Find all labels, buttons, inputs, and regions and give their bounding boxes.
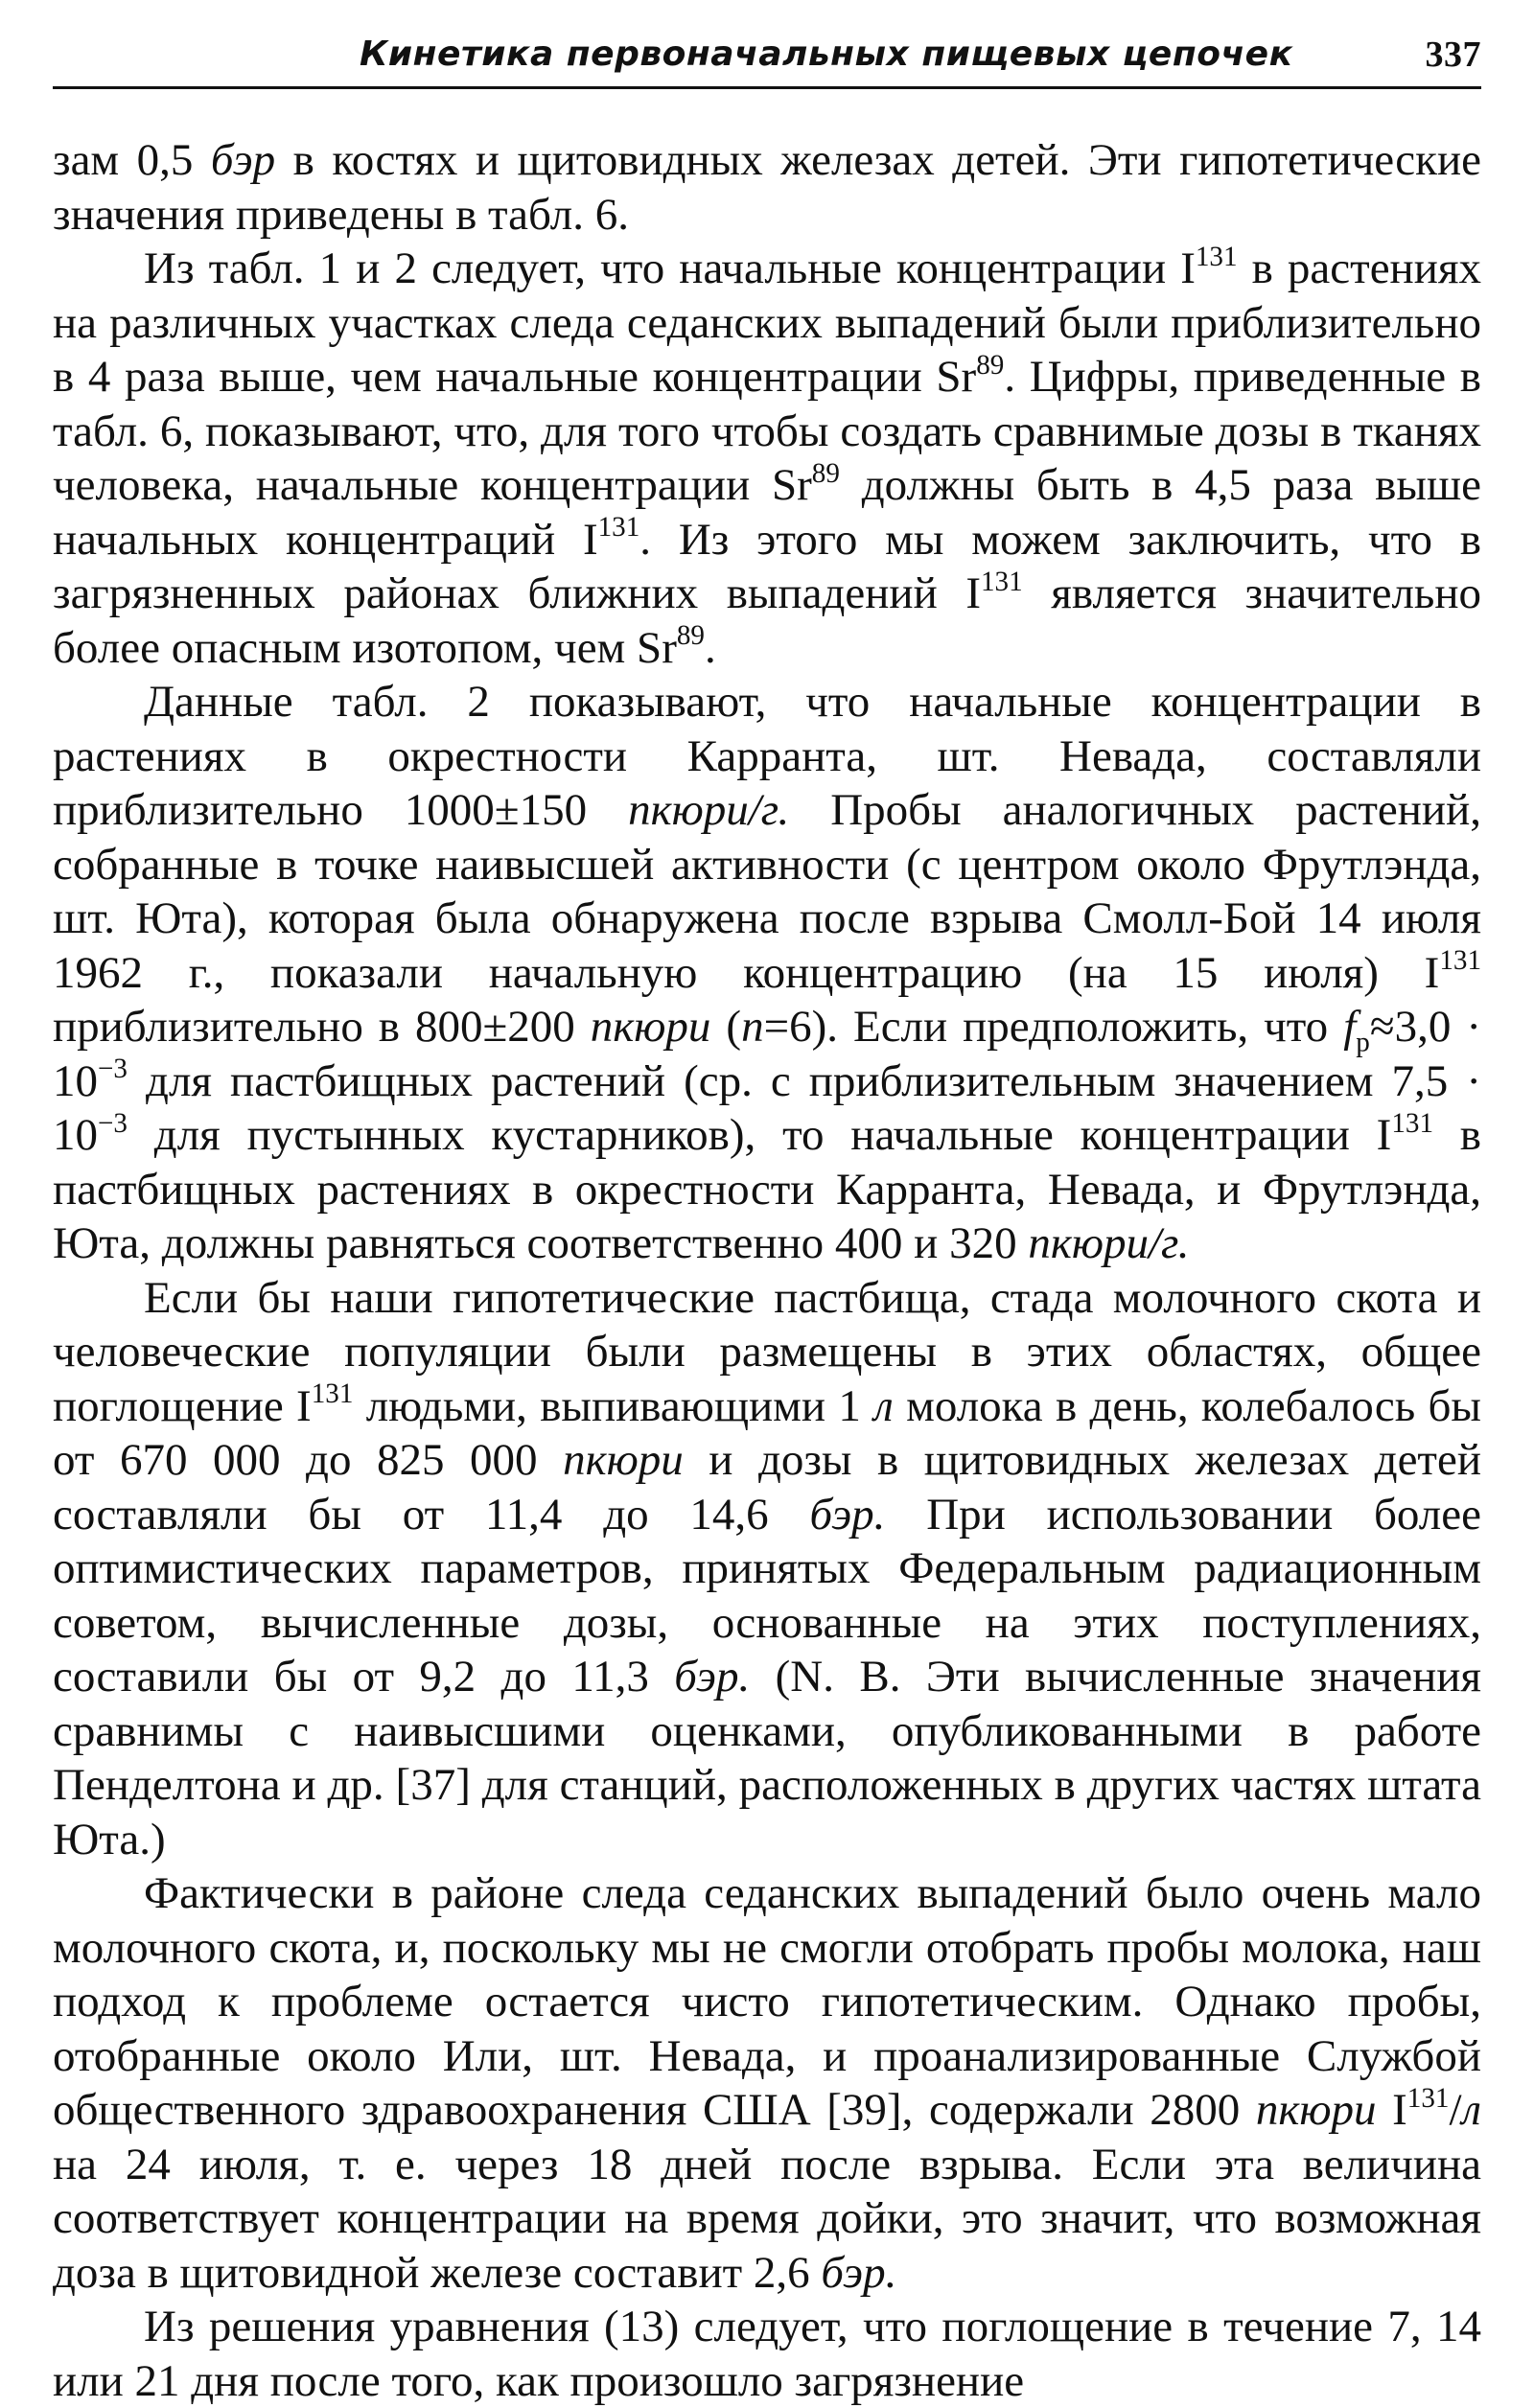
page-number: 337	[1425, 35, 1481, 75]
running-title: Кинетика первоначальных пищевых цепочек	[360, 35, 1293, 74]
paragraph-2: Из табл. 1 и 2 следует, что начальные концентрации $I^{131}$ в растениях на различных участках следа седанских выпадений были приблизительно в 4 раза выше, чем начальные концентрации Sr$^{89}$. Цифры, приведенные в табл. 6, показывают, что, для того чтобы создать сравнимые дозы в тканях человека, начальные концентрации Sr$^{89}$ должны быть в 4,5 раза выше начальных концентраций $I^{131}$. Из этого мы можем заключить, что в загрязненных районах ближних выпадений $I^{131}$ является значительно более опасным изотопом, чем Sr$^{89}$.	[53, 241, 1482, 673]
header-rule	[53, 86, 1481, 89]
running-head	[53, 27, 1481, 82]
body-text	[53, 133, 1481, 2408]
book-page	[53, 27, 1481, 2408]
paragraph-1: зам 0,5 бэр в костях и щитовидных железах детей. Эти гипотетические значения приведены в табл. 6.	[53, 135, 1482, 240]
paragraph-6: Из решения уравнения (13) следует, что поглощение в течение 7, 14 или 21 дня после того, как произошло загрязнение	[53, 2302, 1481, 2406]
paragraph-4: Если бы наши гипотетические пастбища, стада молочного скота и человеческие популяции были размещены в этих областях, общее поглощение $I^{131}$ людьми, выпивающими 1 л молока в день, колебалось бы от 670 000 до 825 000 пкюри и дозы в щитовидных железах детей составляли бы от 11,4 до 14,6 бэр. При использовании более оптимистических параметров, принятых Федеральным радиационным советом, вычисленные дозы, основанные на этих поступлениях, составили бы от 9,2 до 11,3 бэр. (N. B. Эти вычисленные значения сравнимы с наивысшими оценками, опубликованными в работе Пенделтона и др. [37] для станций, расположенных в других частях штата Юта.)	[53, 1272, 1482, 1864]
paragraph-3: Данные табл. 2 показывают, что начальные концентрации в растениях в окрестности Карранта, шт. Невада, составляли приблизительно 1000±150 пкюри/г. Пробы аналогичных растений, собранные в точке наивысшей активности (с центром около Фрутлэнда, шт. Юта), которая была обнаружена после взрыва Смолл-Бой 14 июля 1962 г., показали начальную концентрацию (на 15 июля) $I^{131}$ приблизительно в 800±200 пкюри (n=6). Если предположить, что $f_p\approx 3,0 \cdot 10^{-3}$ для пастбищных растений (ср. с приблизительным значением $7,5 \cdot 10^{-3}$ для пустынных кустарников), то начальные концентрации $I^{131}$ в пастбищных растениях в окрестности Карранта, Невада, и Фрутлэнда, Юта, должны равняться соответственно 400 и 320 пкюри/г.	[53, 677, 1482, 1268]
paragraph-5: Фактически в районе следа седанских выпадений было очень мало молочного скота, и, поскольку мы не смогли отобрать пробы молока, наш подход к проблеме остается чисто гипотетическим. Однако пробы, отобранные около Или, шт. Невада, и проанализированные Службой общественного здравоохранения США [39], содержали 2800 пкюри $I^{131}/л$ на 24 июля, т. е. через 18 дней после взрыва. Если эта величина соответствует концентрации на время дойки, это значит, что возможная доза в щитовидной железе составит 2,6 бэр.	[53, 1868, 1481, 2298]
